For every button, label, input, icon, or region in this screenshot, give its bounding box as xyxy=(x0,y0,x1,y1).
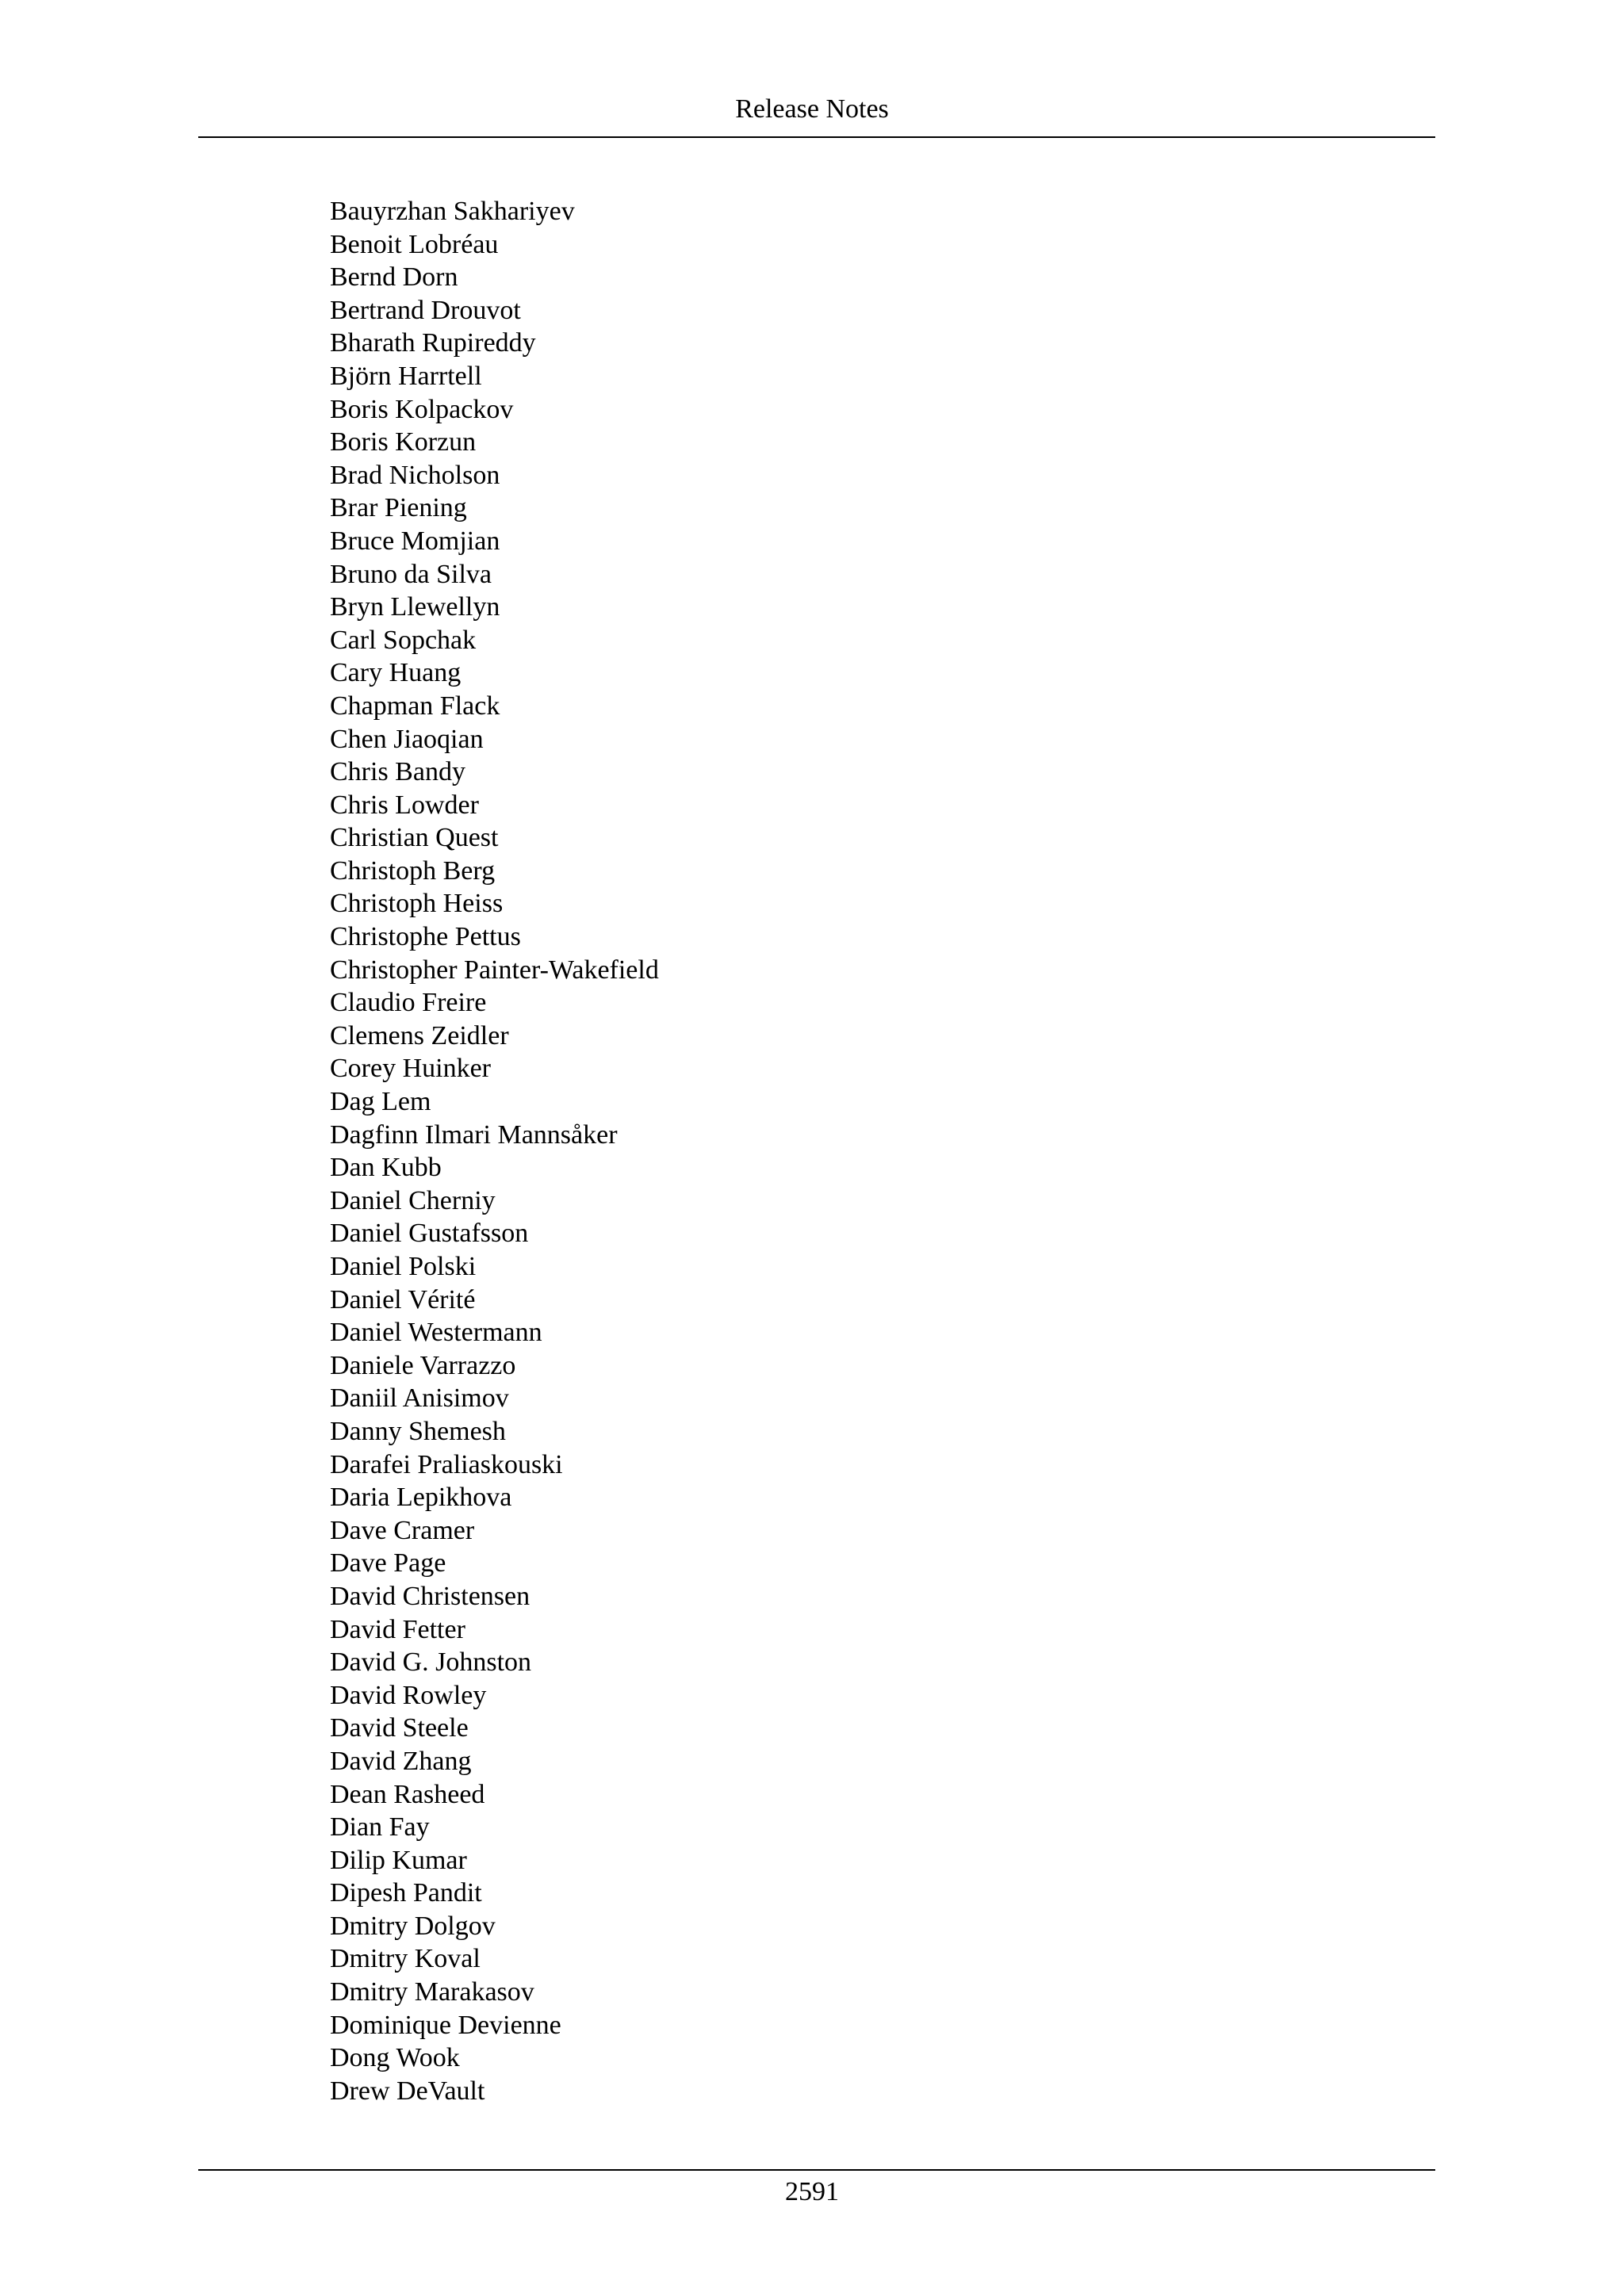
contributor-name: Bernd Dorn xyxy=(330,262,458,293)
contributor-name: Dave Page xyxy=(330,1548,446,1578)
contributor-name: David Rowley xyxy=(330,1680,487,1710)
contributor-name: Daniel Vérité xyxy=(330,1284,476,1314)
contributor-name: Corey Huinker xyxy=(330,1054,492,1084)
contributor-name: Clemens Zeidler xyxy=(330,1020,509,1050)
header-rule xyxy=(198,136,1435,138)
contributor-name: Chen Jiaoqian xyxy=(330,724,484,754)
contributor-name: Dian Fay xyxy=(330,1812,430,1843)
contributor-name-list xyxy=(330,195,659,2107)
contributor-name: Christoph Heiss xyxy=(330,889,504,919)
contributor-name: Dag Lem xyxy=(330,1087,431,1117)
contributor-name: Daria Lepikhova xyxy=(330,1483,512,1513)
contributor-name: Daniel Westermann xyxy=(330,1318,542,1348)
contributor-name: Christian Quest xyxy=(330,823,499,853)
contributor-name: Brar Piening xyxy=(330,493,467,523)
contributor-name: Daniel Polski xyxy=(330,1252,477,1281)
page-number: 2591 xyxy=(785,2177,839,2206)
contributor-name: Bryn Llewellyn xyxy=(330,592,500,622)
contributor-name: Daniele Varrazzo xyxy=(330,1350,516,1380)
contributor-name: Daniel Gustafsson xyxy=(330,1219,529,1249)
contributor-name: David Fetter xyxy=(330,1614,465,1644)
contributor-name: Chapman Flack xyxy=(330,691,500,721)
contributor-name: Chris Bandy xyxy=(330,757,465,787)
contributor-name: Darafei Praliaskouski xyxy=(330,1449,563,1479)
contributor-name: Dean Rasheed xyxy=(330,1779,485,1809)
contributor-name: David G. Johnston xyxy=(330,1647,532,1678)
contributor-name: Dong Wook xyxy=(330,2043,460,2073)
contributor-name: Chris Lowder xyxy=(330,790,479,820)
contributor-name: Dipesh Pandit xyxy=(330,1878,482,1908)
contributor-name: Bharath Rupireddy xyxy=(330,328,536,358)
contributor-name: Cary Huang xyxy=(330,658,462,688)
running-header-title: Release Notes xyxy=(735,94,889,124)
contributor-name: Drew DeVault xyxy=(330,2076,485,2106)
contributor-name: Christopher Painter-Wakefield xyxy=(330,955,659,985)
contributor-name: Danny Shemesh xyxy=(330,1416,506,1446)
contributor-name: Daniil Anisimov xyxy=(330,1383,509,1414)
contributor-name: Bruce Momjian xyxy=(330,526,500,556)
contributor-name: Dagfinn Ilmari Mannsåker xyxy=(330,1119,618,1150)
contributor-name: Dmitry Marakasov xyxy=(330,1977,534,2007)
footer-rule xyxy=(198,2169,1435,2171)
contributor-name: David Steele xyxy=(330,1713,469,1743)
contributor-name: Dave Cramer xyxy=(330,1515,475,1545)
contributor-name: David Zhang xyxy=(330,1746,472,1776)
contributor-name: Dilip Kumar xyxy=(330,1845,467,1875)
contributor-name: Dominique Devienne xyxy=(330,2010,561,2040)
contributor-name: Dmitry Koval xyxy=(330,1944,481,1974)
contributor-name: Daniel Cherniy xyxy=(330,1185,496,1215)
contributor-name: Dmitry Dolgov xyxy=(330,1911,496,1941)
contributor-name: Christoph Berg xyxy=(330,855,496,886)
contributor-name: Christophe Pettus xyxy=(330,922,521,952)
contributor-name: Bertrand Drouvot xyxy=(330,295,521,325)
contributor-name: Dan Kubb xyxy=(330,1153,442,1183)
contributor-name: Björn Harrtell xyxy=(330,361,482,391)
contributor-name: Boris Kolpackov xyxy=(330,394,514,424)
contributor-name: Brad Nicholson xyxy=(330,460,500,490)
contributor-name: Claudio Freire xyxy=(330,988,487,1018)
contributor-name: Carl Sopchak xyxy=(330,625,477,655)
contributor-name: Bruno da Silva xyxy=(330,559,492,589)
contributor-name: Bauyrzhan Sakhariyev xyxy=(330,197,575,226)
contributor-name: Benoit Lobréau xyxy=(330,229,499,259)
contributor-name: Boris Korzun xyxy=(330,427,477,457)
contributor-name: David Christensen xyxy=(330,1581,530,1611)
